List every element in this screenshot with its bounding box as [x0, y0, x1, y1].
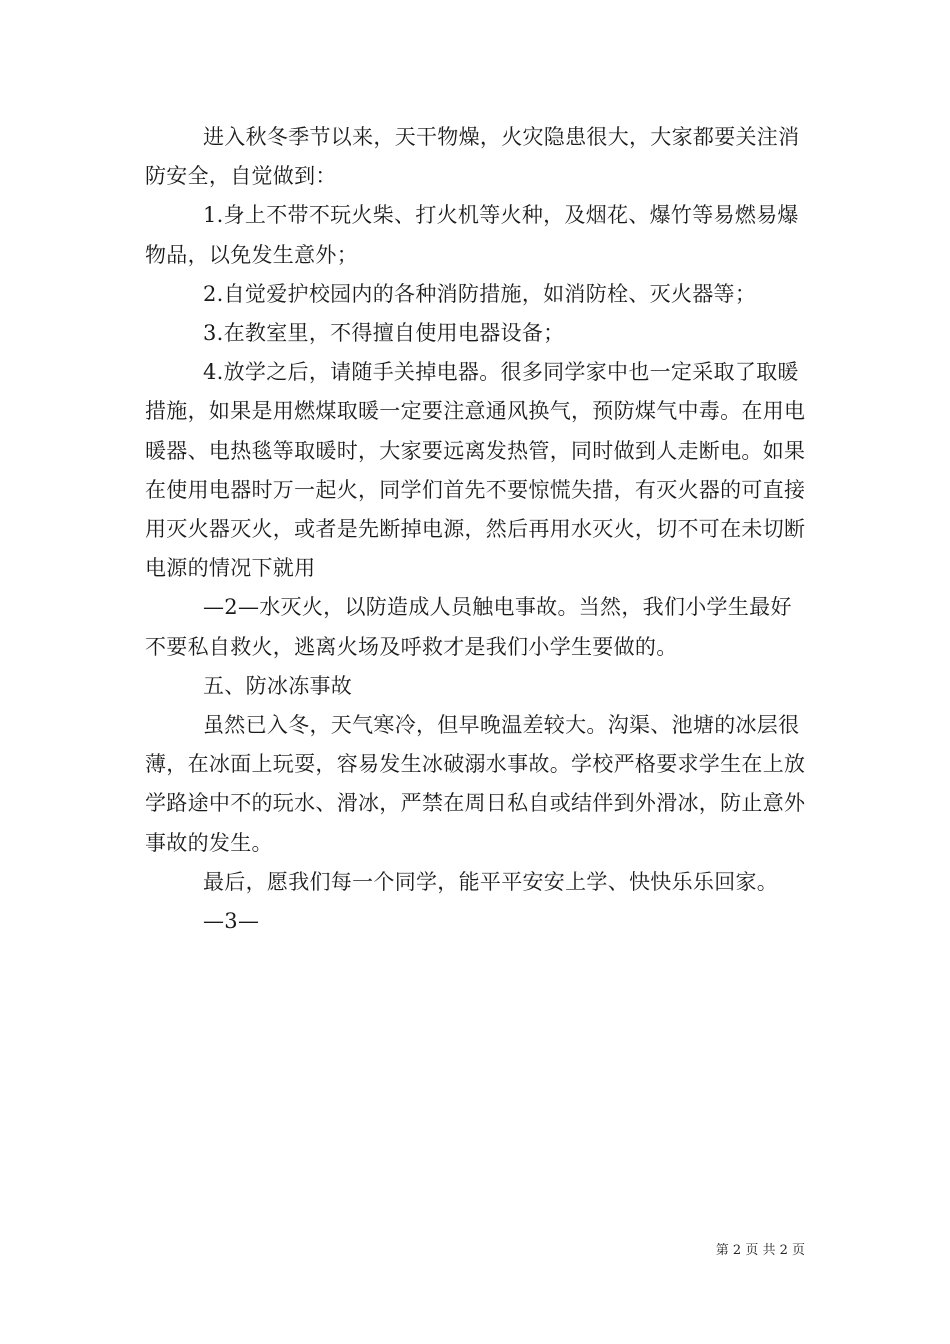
paragraph-item-1: 1.身上不带不玩火柴、打火机等火种，及烟花、爆竹等易燃易爆物品，以免发生意外；: [145, 203, 799, 267]
paragraph-ice-safety: 虽然已入冬，天气寒冷，但早晚温差较大。沟渠、池塘的冰层很薄，在冰面上玩耍，容易发生冰破溺水事故。学校严格要求学生在上放学路途中不的玩水、滑冰，严禁在周日私自或结伴到外滑冰，防止意外事故的发生。: [145, 713, 806, 855]
page-number-footer: 第 2 页 共 2 页: [715, 1243, 805, 1258]
paragraph-intro: 进入秋冬季节以来，天干物燥，火灾隐患很大，大家都要关注消防安全，自觉做到：: [145, 125, 800, 189]
paragraph-item-3: 3.在教室里，不得擅自使用电器设备；: [203, 321, 565, 346]
inline-page-marker: —3—: [203, 909, 260, 934]
paragraph-item-4: 4.放学之后，请随手关掉电器。很多同学家中也一定采取了取暖措施，如果是用燃煤取暖一定要注意通风换气，预防煤气中毒。在用电暖器、电热毯等取暖时，大家要远离发热管，同时做到人走断电。如果在使用电器时万一起火，同学们首先不要惊慌失措，有灭火器的可直接用灭火器灭火，或者是先断掉电源，然后再用水灭火，切不可在未切断电源的情况下就用: [145, 360, 806, 581]
paragraph-closing: 最后，愿我们每一个同学，能平平安安上学、快快乐乐回家。: [203, 869, 779, 894]
paragraph-item-2: 2.自觉爱护校园内的各种消防措施，如消防栓、灭火器等；: [203, 281, 757, 306]
paragraph-continuation: —2—水灭火，以防造成人员触电事故。当然，我们小学生最好不要私自救火，逃离火场及呼救才是我们小学生要做的。: [145, 595, 792, 659]
section-heading: 五、防冰冻事故: [203, 673, 353, 698]
document-body: [145, 118, 810, 941]
